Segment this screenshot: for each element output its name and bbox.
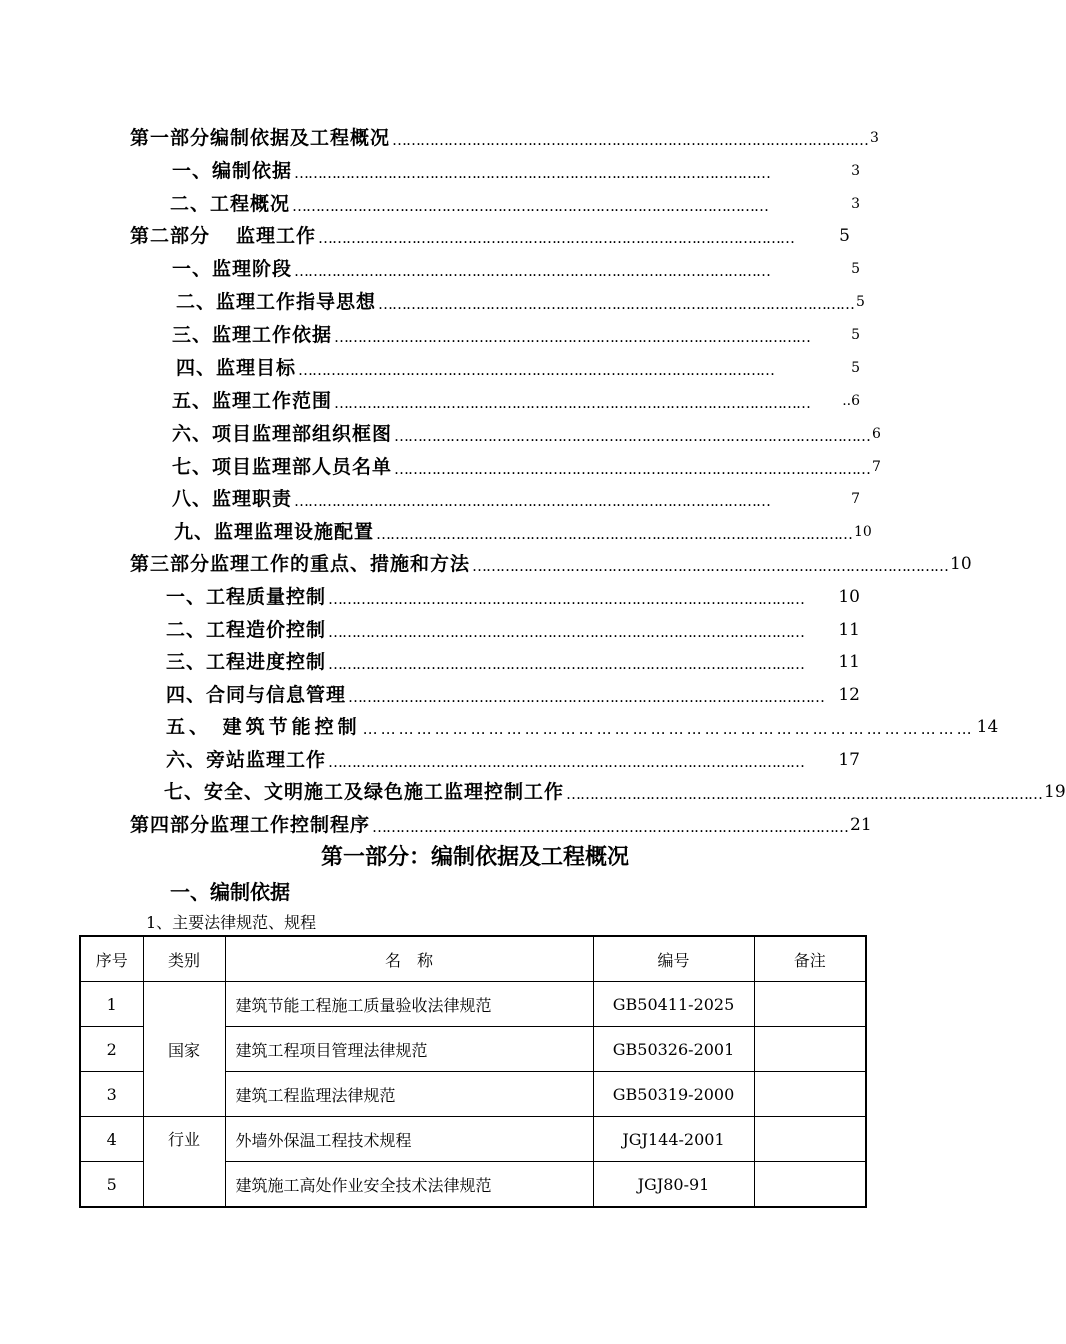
toc-entry[interactable]: [130, 807, 872, 837]
toc-entry[interactable]: [166, 644, 860, 674]
toc-page-number: 5: [856, 294, 865, 310]
cell-note: [754, 1027, 866, 1072]
toc-item-label: 二、工程造价控制: [166, 619, 327, 641]
toc-part-title: 编制依据及工程概况: [210, 127, 391, 149]
toc-part-title: 监理工作: [236, 225, 317, 247]
toc-page-number: 7: [872, 459, 881, 475]
toc-leader: …………………………………………………………………………………………: [334, 328, 811, 346]
toc-leader: …………………………………………………………………………………………: [348, 688, 825, 706]
toc-item-label: 七、项目监理部人员名单: [172, 456, 393, 478]
toc-part-title: 监理工作的重点、措施和方法: [210, 553, 471, 575]
toc-item-label: 二、监理工作指导思想: [176, 291, 377, 313]
toc-leader: …………………………………………………………………………………………: [294, 262, 771, 280]
cell-name: 建筑节能工程施工质量验收法律规范: [225, 982, 593, 1027]
toc-entry[interactable]: [172, 449, 881, 479]
toc-entry[interactable]: [166, 579, 860, 609]
section-title: 第一部分：编制依据及工程概况: [320, 845, 629, 870]
toc-page-number: 3: [851, 163, 860, 179]
toc-page-number: 10: [854, 524, 872, 540]
cell-no: 5: [80, 1162, 143, 1208]
toc-item-label: 六、旁站监理工作: [166, 749, 327, 771]
toc-entry[interactable]: [172, 317, 860, 347]
toc-entry[interactable]: [174, 514, 872, 544]
toc-item-label: 一、监理阶段: [172, 258, 293, 280]
toc-leader: …………………………………………………………………………………………: [376, 525, 853, 543]
toc-page-number: 3: [851, 196, 860, 212]
toc-item-label: 三、监理工作依据: [172, 324, 333, 346]
toc-leader: …………………………………………………………………………………………: [328, 655, 805, 673]
toc-part-label: 第三部分: [130, 553, 211, 575]
toc-entry[interactable]: [130, 546, 972, 576]
toc-page-number: 21: [850, 815, 872, 835]
toc-item-label: 三、工程进度控制: [166, 651, 327, 673]
cell-no: 2: [80, 1027, 143, 1072]
toc-entry[interactable]: [170, 186, 860, 216]
toc-item-label: 五、 建筑节能控制: [166, 716, 361, 738]
toc-entry[interactable]: [166, 677, 860, 707]
toc-leader: …………………………………………………………………………………………: [362, 720, 975, 738]
toc-entry[interactable]: [166, 742, 860, 772]
toc-leader: …………………………………………………………………………………………: [378, 295, 855, 313]
toc-page-number: 10: [838, 587, 860, 607]
header-category: 类别: [143, 936, 225, 982]
list-caption: 1、主要法律规范、规程: [146, 913, 317, 932]
toc-item-label: 七、安全、文明施工及绿色施工监理控制工作: [164, 781, 565, 803]
table-header-row: [80, 936, 866, 982]
toc-part-label: 第一部分: [130, 127, 211, 149]
toc-entry[interactable]: [172, 383, 860, 413]
toc-item-label: 六、项目监理部组织框图: [172, 423, 393, 445]
cell-category: 行业: [143, 1117, 225, 1208]
toc-leader: …………………………………………………………………………………………: [392, 131, 869, 149]
toc-entry[interactable]: [176, 350, 860, 380]
cell-code: GB50411-2025: [593, 982, 754, 1027]
toc-leader: …………………………………………………………………………………………: [318, 229, 795, 247]
toc-item-label: 一、编制依据: [172, 160, 293, 182]
toc-page-number: 5: [839, 226, 850, 246]
toc-entry[interactable]: [172, 481, 860, 511]
toc-leader: …………………………………………………………………………………………: [334, 394, 811, 412]
toc-entry[interactable]: [176, 284, 865, 314]
toc-entry[interactable]: [164, 774, 1066, 804]
cell-code: GB50319-2000: [593, 1072, 754, 1117]
toc-item-label: 一、工程质量控制: [166, 586, 327, 608]
toc-part-label: 第四部分: [130, 814, 211, 836]
cell-note: [754, 1162, 866, 1208]
toc-part-title: 监理工作控制程序: [210, 814, 371, 836]
cell-category: 国家: [143, 982, 225, 1117]
cell-no: 1: [80, 982, 143, 1027]
toc-item-label: 四、监理目标: [176, 357, 297, 379]
toc-page-number: 6: [872, 426, 881, 442]
toc-leader: …………………………………………………………………………………………: [328, 590, 805, 608]
toc-page-number: 5: [851, 327, 860, 343]
toc-item-label: 五、监理工作范围: [172, 390, 333, 412]
toc-leader: …………………………………………………………………………………………: [472, 557, 949, 575]
toc-page-number: 11: [838, 652, 860, 672]
cell-name: 建筑工程项目管理法律规范: [225, 1027, 593, 1072]
regulations-table: [79, 935, 867, 1208]
header-name: 名 称: [225, 936, 593, 982]
toc-leader: …………………………………………………………………………………………: [566, 785, 1043, 803]
cell-name: 建筑工程监理法律规范: [225, 1072, 593, 1117]
section-subtitle: 一、编制依据: [170, 880, 290, 904]
toc-leader: …………………………………………………………………………………………: [394, 460, 871, 478]
table-row: [80, 1117, 866, 1162]
toc-item-label: 九、监理监理设施配置: [174, 521, 375, 543]
cell-no: 4: [80, 1117, 143, 1162]
toc-leader: …………………………………………………………………………………………: [298, 361, 775, 379]
toc-leader: …………………………………………………………………………………………: [328, 623, 805, 641]
cell-code: JGJ80-91: [593, 1162, 754, 1208]
toc-entry[interactable]: [172, 416, 881, 446]
toc-leader: …………………………………………………………………………………………: [328, 753, 805, 771]
toc-leader: …………………………………………………………………………………………: [394, 427, 871, 445]
toc-item-label: 二、工程概况: [170, 193, 291, 215]
toc-entry[interactable]: [172, 153, 860, 183]
toc-page-number: 12: [838, 685, 860, 705]
toc-leader: …………………………………………………………………………………………: [294, 164, 771, 182]
cell-name: 外墙外保温工程技术规程: [225, 1117, 593, 1162]
header-code: 编号: [593, 936, 754, 982]
table-row: [80, 982, 866, 1027]
toc-entry[interactable]: [130, 120, 879, 150]
toc-entry[interactable]: [166, 612, 860, 642]
toc-leader: …………………………………………………………………………………………: [372, 818, 849, 836]
cell-code: GB50326-2001: [593, 1027, 754, 1072]
cell-name: 建筑施工高处作业安全技术法律规范: [225, 1162, 593, 1208]
toc-page-number: 7: [851, 491, 860, 507]
cell-note: [754, 1117, 866, 1162]
toc-page-number: 10: [950, 554, 972, 574]
header-note: 备注: [754, 936, 866, 982]
cell-note: [754, 1072, 866, 1117]
toc-item-label: 八、监理职责: [172, 488, 293, 510]
toc-page-number: 19: [1044, 782, 1066, 802]
toc-item-label: 四、合同与信息管理: [166, 684, 347, 706]
header-no: 序号: [80, 936, 143, 982]
toc-page-number: ..6: [842, 393, 860, 409]
toc-entry[interactable]: [130, 218, 850, 248]
cell-note: [754, 982, 866, 1027]
toc-entry[interactable]: [172, 251, 860, 281]
toc-page-number: 3: [870, 130, 879, 146]
toc-leader: …………………………………………………………………………………………: [292, 197, 769, 215]
cell-code: JGJ144-2001: [593, 1117, 754, 1162]
toc-page-number: 14: [976, 717, 999, 737]
toc-part-label: 第二部分: [130, 225, 211, 247]
toc-page-number: 5: [851, 360, 860, 376]
toc-page-number: 5: [851, 261, 860, 277]
toc-leader: …………………………………………………………………………………………: [294, 492, 771, 510]
toc-entry[interactable]: [166, 709, 999, 739]
toc-page-number: 11: [838, 620, 860, 640]
toc-page-number: 17: [838, 750, 860, 770]
cell-no: 3: [80, 1072, 143, 1117]
